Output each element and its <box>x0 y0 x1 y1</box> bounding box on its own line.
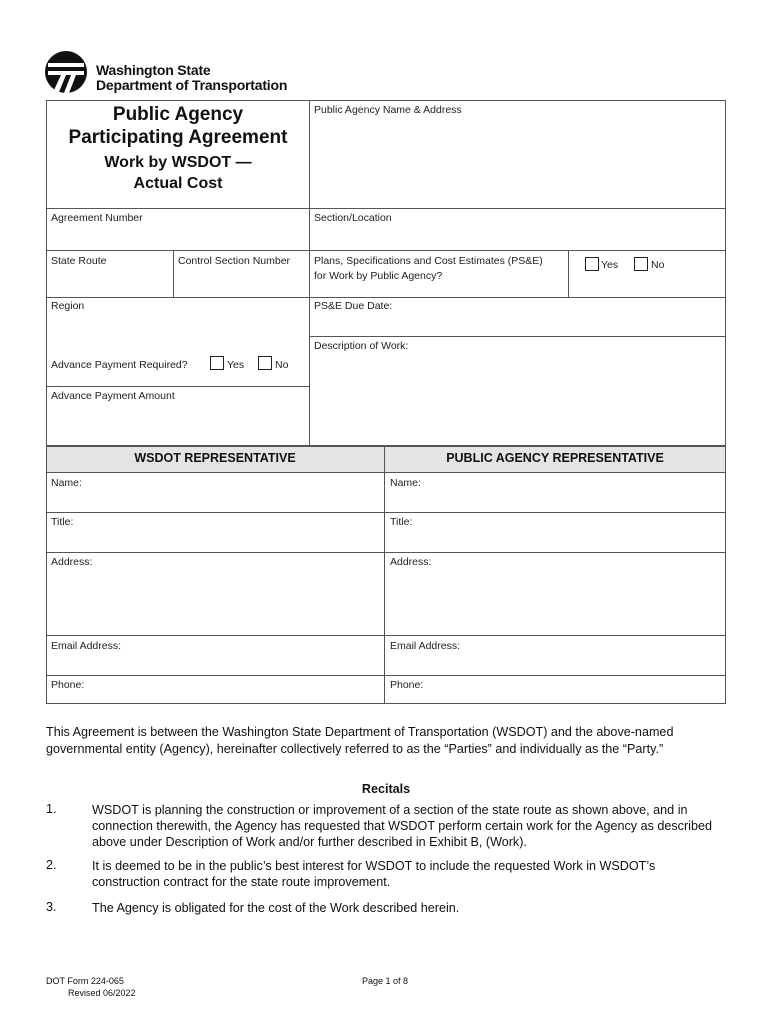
agency-title-label: Title: <box>390 516 413 528</box>
advance-payment-yes-checkbox[interactable] <box>210 356 224 370</box>
advance-payment-no-checkbox[interactable] <box>258 356 272 370</box>
form-number: DOT Form 224-065 <box>46 976 124 986</box>
page-number: Page 1 of 8 <box>361 976 409 986</box>
form-title-line2: Participating Agreement <box>68 127 288 148</box>
recital-text: WSDOT is planning the construction or improvement of a section of the state route as shown above, and in connection therewith, the Agency has requested that WSDOT perform certain work for the Agency as described above under Description of Work and/or further described in Exhibit B, (Work). <box>92 803 712 849</box>
recital-text: It is deemed to be in the public’s best interest for WSDOT to include the requested Work in WSDOT’s construction contract for the state route improvement. <box>92 859 656 889</box>
representative-grid <box>46 446 726 704</box>
recital-number: 3. <box>46 900 57 914</box>
recital-number: 2. <box>46 858 57 872</box>
wsdot-name-label: Name: <box>51 477 82 489</box>
state-route-label: State Route <box>51 255 107 267</box>
wsdot-address-label: Address: <box>51 556 93 568</box>
advance-payment-yes-label: Yes <box>227 359 245 371</box>
pse-due-date-label: PS&E Due Date: <box>314 300 393 312</box>
recital-text: The Agency is obligated for the cost of the Work described herein. <box>92 901 460 915</box>
form-title-line1: Public Agency <box>112 104 244 125</box>
pse-yes-label: Yes <box>601 259 619 271</box>
wsdot-email-label: Email Address: <box>51 640 122 652</box>
agency-address-label: Address: <box>390 556 432 568</box>
form-subtitle-line1: Work by WSDOT — <box>104 154 252 171</box>
control-section-number-label: Control Section Number <box>178 255 291 267</box>
agency-phone-label: Phone: <box>390 679 424 691</box>
pse-question-line1: Plans, Specifications and Cost Estimates (PS&E) <box>314 255 543 267</box>
agreement-number-label: Agreement Number <box>51 212 143 224</box>
advance-payment-required-label: Advance Payment Required? <box>51 359 188 371</box>
agency-name-label: Name: <box>390 477 421 489</box>
advance-payment-amount-label: Advance Payment Amount <box>51 390 175 402</box>
pse-no-label: No <box>651 259 665 271</box>
agency-email-label: Email Address: <box>390 640 461 652</box>
agency-name-address-label: Public Agency Name & Address <box>314 104 462 116</box>
pse-yes-checkbox[interactable] <box>585 257 599 271</box>
org-name-line1: Washington State <box>96 62 211 78</box>
revision-date: Revised 06/2022 <box>68 988 136 998</box>
wsdot-logo-icon <box>44 50 88 94</box>
agreement-intro-paragraph: This Agreement is between the Washington State Department of Transportation (WSDOT) and the above-named governmental entity (Agency), hereinafter collectively referred to as the “Parties” and individually as the “Party.” <box>46 725 674 756</box>
region-label: Region <box>51 300 85 312</box>
recital-number: 1. <box>46 802 57 816</box>
agency-representative-heading: PUBLIC AGENCY REPRESENTATIVE <box>446 451 664 465</box>
wsdot-title-label: Title: <box>51 516 74 528</box>
advance-payment-no-label: No <box>275 359 289 371</box>
pse-question-line2: for Work by Public Agency? <box>314 270 443 282</box>
org-name-line2: Department of Transportation <box>96 77 288 93</box>
form-subtitle-line2: Actual Cost <box>133 175 223 192</box>
wsdot-representative-heading: WSDOT REPRESENTATIVE <box>134 451 296 465</box>
recitals-heading: Recitals <box>361 782 411 796</box>
wsdot-phone-label: Phone: <box>51 679 85 691</box>
description-of-work-label: Description of Work: <box>314 340 409 352</box>
section-location-label: Section/Location <box>314 212 392 224</box>
pse-no-checkbox[interactable] <box>634 257 648 271</box>
